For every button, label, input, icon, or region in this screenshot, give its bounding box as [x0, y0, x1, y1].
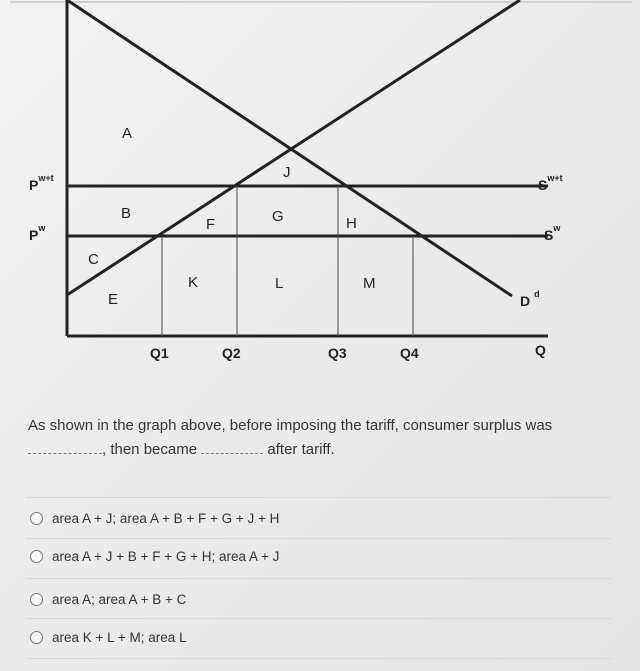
answer-option-2[interactable]: [30, 545, 279, 567]
answer-option-label: area A + J; area A + B + F + G + J + H: [52, 510, 280, 526]
radio-button-icon[interactable]: [30, 512, 43, 525]
question-text-after: after tariff.: [267, 441, 335, 458]
curve-label-demand: D $^d$: [520, 289, 540, 309]
option-divider: [26, 497, 612, 498]
area-label-h: H: [346, 215, 357, 232]
area-label-k: K: [188, 274, 199, 291]
option-divider: [26, 538, 612, 539]
quantity-label-q4: Q4: [400, 345, 419, 361]
answer-blank-1: [28, 453, 102, 454]
answer-option-label: area A + J + B + F + G + H; area A + J: [52, 548, 280, 564]
curve-label-supply-tariff: $S^{w+t}$: [538, 173, 563, 193]
area-label-f: F: [206, 216, 216, 233]
answer-option-3[interactable]: [30, 588, 186, 610]
question-text: [28, 414, 618, 462]
radio-button-icon[interactable]: [30, 593, 43, 606]
quantity-label-q3: Q3: [328, 345, 347, 361]
curve-label-supply-world: $S^w$: [544, 223, 561, 243]
quantity-label-q2: Q2: [222, 345, 241, 361]
option-divider: [26, 578, 612, 579]
area-label-l: L: [275, 275, 284, 292]
option-divider: [26, 658, 612, 659]
radio-button-icon[interactable]: [30, 550, 43, 563]
quantity-label-q1: Q1: [150, 345, 169, 361]
area-label-g: G: [272, 208, 284, 225]
answer-option-label: area K + L + M; area L: [52, 629, 187, 645]
price-label-world: $P^w$: [29, 223, 46, 243]
quantity-axis-label: Q: [535, 342, 546, 358]
radio-button-icon[interactable]: [30, 631, 43, 644]
question-text-before: As shown in the graph above, before imposing the tariff, consumer surplus was: [28, 417, 553, 434]
price-label-world-plus-tariff: $P^{w+t}$: [29, 173, 54, 193]
area-label-e: E: [108, 291, 119, 308]
area-label-b: B: [121, 205, 132, 222]
answer-option-1[interactable]: [30, 507, 279, 529]
answer-blank-2: [201, 453, 263, 454]
area-label-m: M: [363, 275, 376, 292]
area-label-j: J: [283, 164, 291, 181]
question-text-middle: , then became: [102, 441, 198, 458]
answer-option-4[interactable]: [30, 626, 187, 648]
option-divider: [26, 618, 612, 619]
area-label-c: C: [88, 251, 99, 268]
answer-option-label: area A; area A + B + C: [52, 591, 187, 607]
area-label-a: A: [122, 125, 133, 142]
